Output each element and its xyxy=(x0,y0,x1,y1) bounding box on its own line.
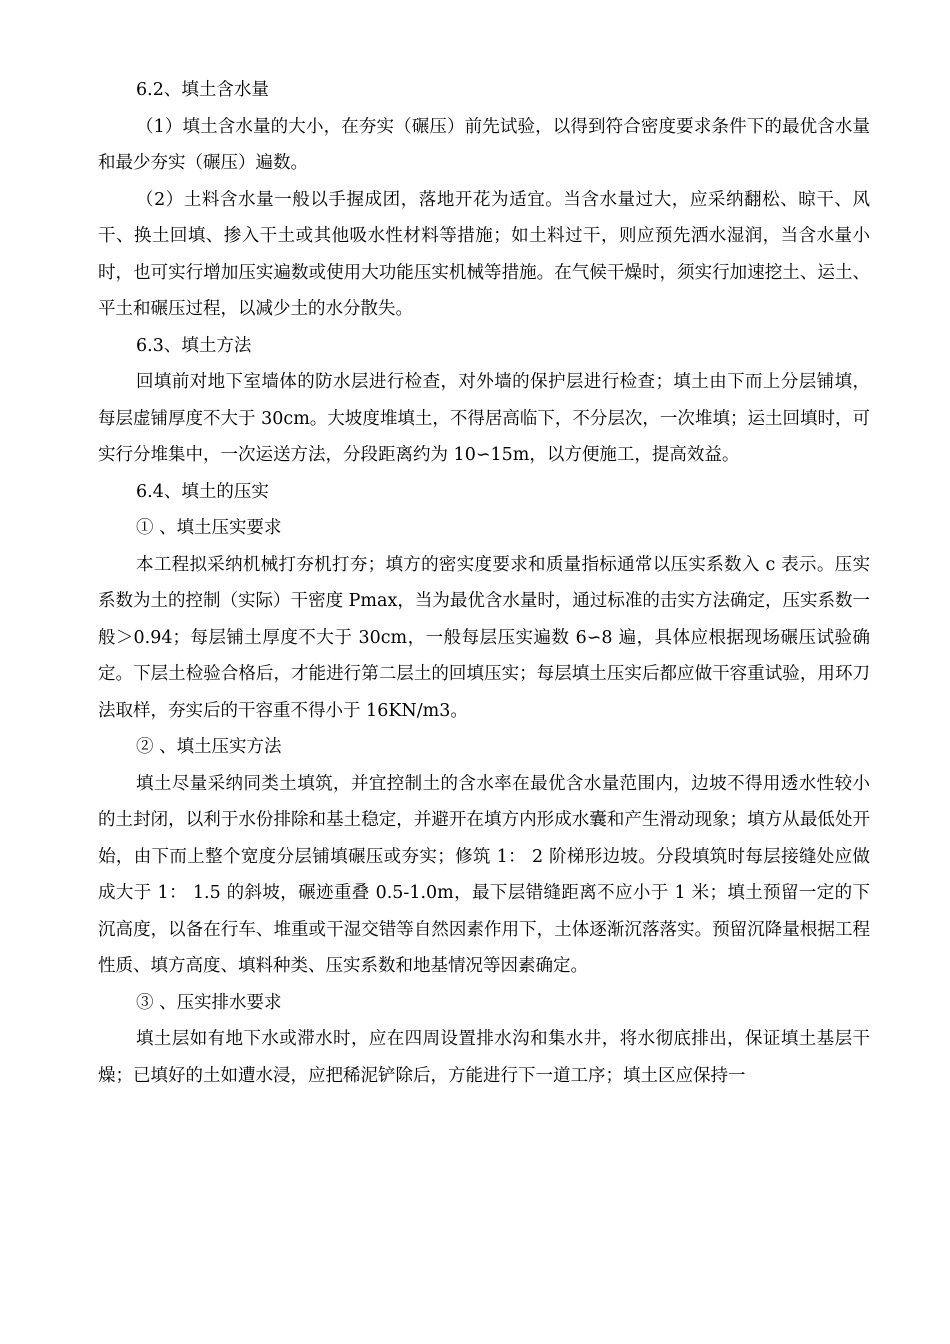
subsection-heading-2: ② 、填土压实方法 xyxy=(136,737,282,757)
paragraph: 填土层如有地下水或滞水时，应在四周设置排水沟和集水井，将水彻底排出，保证填土基层干燥；已填好的土如遭水浸，应把稀泥铲除后，方能进行下一道工序；填土区应保持一 xyxy=(98,1029,870,1086)
subsection-heading-3: ③ 、压实排水要求 xyxy=(136,992,282,1013)
subsection-heading-1: ① 、填土压实要求 xyxy=(136,518,282,538)
paragraph: 本工程拟采纳机械打夯机打夯；填方的密实度要求和质量指标通常以压实系数入 c 表示。压实系数为土的控制（实际）干密度 Pmax，当为最优含水量时，通过标准的击实方法确定，压实系数一般＞0.94；每层铺土厚度不大于 30cm，一般每层压实遍数 6∽8 遍，具体应根据现场碾压试验确定。下层土检验合格后，才能进行第二层土的回填压实；每层填土压实后都应做干容重试验，用环刀法取样，夯实后的干容重不得小于 16KN/m3。 xyxy=(98,554,870,721)
section-heading-6-4: 6.4、填土的压实 xyxy=(136,481,269,502)
paragraph: 回填前对地下室墙体的防水层进行检查，对外墙的保护层进行检查；填土由下而上分层铺填，每层虚铺厚度不大于 30cm。大坡度堆填土，不得居高临下，不分层次，一次堆填；运土回填时，可实行分堆集中，一次运送方法，分段距离约为 10∽15m，以方便施工，提高效益。 xyxy=(98,372,870,465)
section-heading-6-2: 6.2、填土含水量 xyxy=(136,80,269,100)
paragraph: 填土尽量采纳同类土填筑，并宜控制土的含水率在最优含水量范围内，边坡不得用透水性较小的土封闭，以利于水份排除和基土稳定，并避开在填方内形成水囊和产生滑动现象；填方从最低处开始，由下而上整个宽度分层铺填碾压或夯实；修筑 1： 2 阶梯形边坡。分段填筑时每层接缝处应做成大于 1： 1.5 的斜坡，碾迹重叠 0.5-1.0m，最下层错缝距离不应小于 1 米；填土预留一定的下沉高度，以备在行车、堆重或干湿交错等自然因素作用下，土体逐渐沉落落实。预留沉降量根据工程性质、填方高度、填料种类、压实系数和地基情况等因素确定。 xyxy=(98,773,870,976)
section-heading-6-3: 6.3、填土方法 xyxy=(136,335,252,356)
paragraph: （1）填土含水量的大小，在夯实（碾压）前先试验，以得到符合密度要求条件下的最优含水量和最少夯实（碾压）遍数。 xyxy=(98,116,870,173)
paragraph: （2）土料含水量一般以手握成团，落地开花为适宜。当含水量过大，应采纳翻松、晾干、风干、换土回填、掺入干土或其他吸水性材料等措施；如土料过干，则应预先洒水湿润，当含水量小时，也可实行增加压实遍数或使用大功能压实机械等措施。在气候干燥时，须实行加速挖土、运土、平土和碾压过程，以减少土的水分散失。 xyxy=(98,189,870,319)
document-body xyxy=(98,72,870,1094)
